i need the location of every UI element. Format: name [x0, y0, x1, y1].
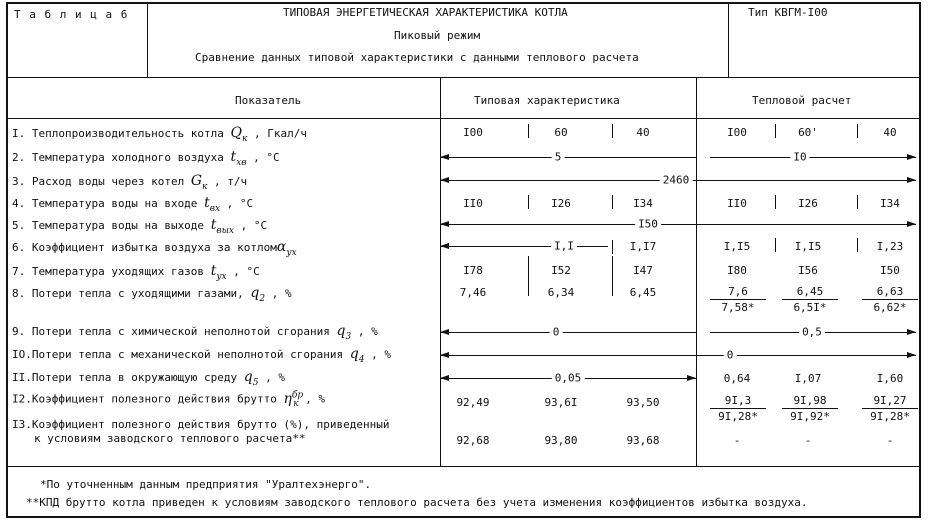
subtitle: Сравнение данных типовой характеристики с данными теплового расчета	[195, 51, 639, 64]
row-9-label: 9. Потери тепла с химической неполнотой сгорания $q_3$ , %	[12, 323, 378, 342]
tick	[857, 195, 858, 209]
r4-th-3: I34	[880, 197, 900, 210]
r8-typ-3: 6,45	[629, 286, 657, 299]
r13-typ-1: 92,68	[456, 434, 490, 447]
r4-typ-2: I26	[551, 197, 571, 210]
span-line	[710, 157, 916, 158]
symbol: $q_2$	[250, 285, 266, 304]
r2-typ-span: 5	[552, 151, 565, 164]
symbol: $t_{ух}$	[210, 263, 227, 282]
r1-th-3: 40	[883, 126, 897, 139]
r11-th-3: I,60	[876, 372, 904, 385]
arrow-left-icon	[440, 329, 449, 335]
r12-typ-1: 92,49	[456, 396, 490, 409]
r7-typ-1: I78	[463, 264, 483, 277]
row-13-label: I3.Коэффициент полезного действия брутто (%), приведенный	[12, 418, 390, 431]
arrow-right-icon	[687, 375, 696, 381]
tick	[857, 124, 858, 138]
boiler-type: Тип КВГМ-I00	[748, 6, 828, 19]
r6-th-3: I,23	[876, 240, 904, 253]
r13-th-3: -	[886, 434, 894, 447]
r13-typ-3: 93,68	[626, 434, 660, 447]
r5-span: I50	[635, 218, 661, 231]
r8-typ-2: 6,34	[547, 286, 575, 299]
symbol: $Q_к$	[230, 125, 248, 144]
r12-typ-3: 93,50	[626, 396, 660, 409]
symbol: $t_{вх}$	[204, 195, 221, 214]
span-line	[440, 355, 916, 356]
r6-typ-span: I,I	[551, 240, 577, 253]
arrow-left-icon	[440, 177, 449, 183]
r1-typ-1: I00	[463, 126, 483, 139]
r6-typ-3: I,I7	[629, 240, 657, 253]
r4-typ-1: II0	[463, 197, 483, 210]
tick	[612, 124, 613, 138]
col-divider-main	[440, 77, 441, 466]
arrow-left-icon	[440, 352, 449, 358]
r8-th-2: $\frac{6,45}{6,5I*}$	[782, 285, 838, 314]
row-1-label: I. Теплопроизводительность котла $Q_к$ , Гкал/ч	[12, 125, 308, 144]
r8-th-1: $\frac{7,6}{7,58*}$	[710, 285, 766, 314]
r7-typ-2: I52	[551, 264, 571, 277]
r12-th-2: $\frac{9I,98}{9I,92*}$	[782, 394, 838, 423]
r8-th-3: $\frac{6,63}{6,62*}$	[862, 285, 918, 314]
r7-th-3: I50	[880, 264, 900, 277]
r11-th-1: 0,64	[723, 372, 751, 385]
r7-th-1: I80	[727, 264, 747, 277]
row-11-label: II.Потери тепла в окружающую среду $q_5$ , %	[12, 369, 285, 388]
row-4-label: 4. Температура воды на входе $t_{вх}$ , °С	[12, 195, 254, 214]
r7-th-2: I56	[798, 264, 818, 277]
col-header-typical: Типовая характеристика	[474, 94, 620, 107]
row-13-label-cont: к условиям заводского теплового расчета**	[34, 432, 306, 445]
page-title: ТИПОВАЯ ЭНЕРГЕТИЧЕСКАЯ ХАРАКТЕРИСТИКА КОТЛА	[283, 6, 568, 19]
r4-th-1: II0	[727, 197, 747, 210]
row-7-label: 7. Температура уходящих газов $t_{ух}$ , °С	[12, 263, 260, 282]
r12-typ-2: 93,6I	[544, 396, 578, 409]
span-line	[440, 224, 916, 225]
col-divider-mid	[696, 77, 697, 466]
row-10-label: IO.Потери тепла с механической неполнотой сгорания $q_4$ , %	[12, 346, 391, 365]
r7-typ-3: I47	[633, 264, 653, 277]
symbol: $\eta^{бр}_к$	[283, 390, 304, 410]
symbol: $q_3$	[336, 323, 352, 342]
arrow-right-icon	[907, 221, 916, 227]
r13-th-1: -	[733, 434, 741, 447]
symbol: $\alpha_{ух}$	[276, 239, 297, 258]
r3-span: 2460	[660, 174, 693, 187]
arrow-right-icon	[907, 177, 916, 183]
header-bottom-line	[6, 77, 921, 78]
arrow-right-icon	[907, 352, 916, 358]
mode-label: Пиковый режим	[394, 29, 481, 42]
row-6-label: 6. Коэффициент избытка воздуха за котломα$_{ух}$	[12, 239, 297, 258]
col-header-thermal: Тепловой расчет	[752, 94, 852, 107]
tick	[612, 240, 613, 254]
tick	[775, 195, 776, 209]
r11-typ-span: 0,05	[552, 372, 585, 385]
row-8-label: 8. Потери тепла с уходящими газами, $q_2$ , %	[12, 285, 292, 304]
tick	[775, 238, 776, 252]
arrow-left-icon	[440, 243, 449, 249]
footnote-separator	[6, 466, 921, 467]
r1-typ-3: 40	[636, 126, 650, 139]
r1-th-2: 60'	[798, 126, 818, 139]
arrow-right-icon	[907, 329, 916, 335]
r1-th-1: I00	[727, 126, 747, 139]
r9-th-span: 0,5	[799, 326, 825, 339]
r4-th-2: I26	[798, 197, 818, 210]
arrow-left-icon	[440, 221, 449, 227]
span-line	[440, 157, 696, 158]
r6-th-1: I,I5	[723, 240, 751, 253]
r12-th-1: $\frac{9I,3}{9I,28*}$	[710, 394, 766, 423]
arrow-right-icon	[907, 154, 916, 160]
header-divider-right	[728, 2, 729, 77]
arrow-left-icon	[440, 154, 449, 160]
tick	[528, 256, 529, 296]
footnote-2: **КПД брутто котла приведен к условиям заводского теплового расчета без учета изменения коэффициентов избытка воздуха.	[26, 496, 808, 509]
footnote-1: *По уточненным данным предприятия "Уралтехэнерго".	[40, 478, 372, 491]
symbol: $G_к$	[190, 173, 208, 192]
tick	[612, 256, 613, 296]
tick	[775, 124, 776, 138]
span-line	[440, 332, 696, 333]
row-12-label: I2.Коэффициент полезного действия брутто $\eta^{бр}_к$ , %	[12, 390, 326, 410]
col-header-indicator: Показатель	[235, 94, 302, 107]
arrow-left-icon	[440, 375, 449, 381]
colheader-bottom-line	[6, 118, 921, 119]
header-divider-left	[147, 2, 148, 77]
row-3-label: 3. Расход воды через котел $G_к$ , т/ч	[12, 173, 248, 192]
r4-typ-3: I34	[633, 197, 653, 210]
r10-span: 0	[724, 349, 737, 362]
r8-typ-1: 7,46	[459, 286, 487, 299]
table-label: Т а б л и ц а 6	[14, 8, 129, 21]
symbol: $q_5$	[243, 369, 259, 388]
symbol: $q_4$	[349, 346, 365, 365]
row-5-label: 5. Температура воды на выходе $t_{вых}$ , °С	[12, 217, 268, 236]
r1-typ-2: 60	[554, 126, 568, 139]
tick	[528, 124, 529, 138]
r2-th-span: I0	[790, 151, 809, 164]
row-2-label: 2. Температура холодного воздуха $t_{хв}$ , °С	[12, 149, 280, 168]
r6-th-2: I,I5	[794, 240, 822, 253]
tick	[528, 195, 529, 209]
symbol: $t_{вых}$	[210, 217, 234, 236]
span-line	[440, 246, 608, 247]
r13-th-2: -	[804, 434, 812, 447]
r11-th-2: I,07	[794, 372, 822, 385]
r13-typ-2: 93,80	[544, 434, 578, 447]
r9-typ-span: 0	[550, 326, 563, 339]
symbol: $t_{хв}$	[230, 149, 247, 168]
tick	[857, 238, 858, 252]
tick	[612, 195, 613, 209]
r12-th-3: $\frac{9I,27}{9I,28*}$	[862, 394, 918, 423]
